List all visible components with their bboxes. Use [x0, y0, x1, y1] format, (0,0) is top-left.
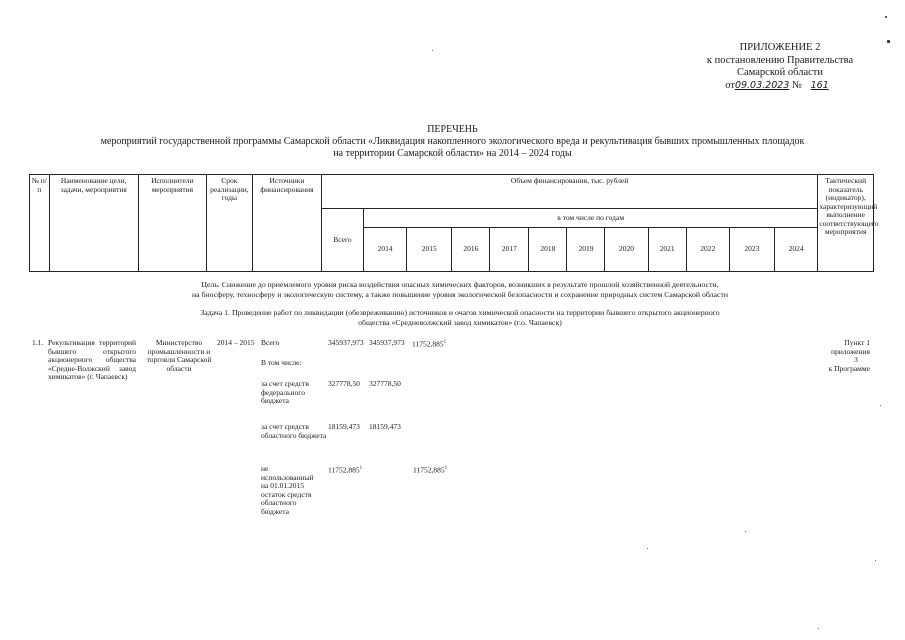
row-term: 2014 – 2015	[217, 338, 255, 347]
indicator-line4: к Программе	[828, 363, 870, 373]
col-num: № п/п	[30, 175, 50, 272]
goal-text	[60, 280, 860, 299]
col-year-2018: 2018	[529, 228, 567, 272]
task-line1: Задача 1. Проведение работ по ликвидации (обезвреживанию) источников и очагов химической опасности на территории бывшего открытого акционерного	[200, 308, 720, 317]
date-value: 09.03.2023	[734, 79, 790, 91]
scan-speck	[745, 531, 746, 532]
scan-speck	[432, 50, 433, 51]
row-executor: Министерство промышленности и торговли Самарской области	[146, 338, 212, 373]
title-line2: на территории Самарской области» на 2014 – 2024 годы	[333, 148, 572, 159]
col-total: Всего	[321, 209, 363, 272]
indicator-line3: 3	[854, 355, 858, 365]
value-unused-total-text: 11752,885	[328, 465, 360, 475]
scan-speck	[818, 628, 819, 629]
col-year-2024: 2024	[775, 228, 818, 272]
scan-speck	[880, 405, 881, 406]
footnote-mark: 1	[359, 466, 363, 471]
title-line1: мероприятий государственной программы Самарской области «Ликвидация накопленного экологического вреда и рекультивация бывших промышленных площадок	[100, 136, 805, 147]
col-sources: Источники финансирования	[253, 175, 322, 272]
col-year-2016: 2016	[452, 228, 490, 272]
task-text	[60, 308, 860, 327]
value-2014: 345937,973	[369, 338, 405, 347]
col-year-2021: 2021	[648, 228, 686, 272]
source-including: В том числе:	[261, 358, 302, 367]
scan-speck	[887, 40, 890, 43]
value-unused-2015-text: 11752,885	[413, 465, 445, 475]
footnote-mark: 1	[444, 466, 448, 471]
col-name: Наименование цели, задачи, мероприятия	[49, 175, 138, 272]
goal-line2: на биосферу, техносферу и экологическую систему, а также повышение уровня экологической безопасности и сохранение природных систем Самарской области	[191, 289, 729, 299]
header-table	[29, 174, 879, 272]
indicator-line1: Пункт 1	[844, 338, 870, 347]
num-value: 161	[810, 79, 829, 91]
value-federal-total: 327778,50	[328, 379, 360, 388]
col-year-2023: 2023	[729, 228, 774, 272]
goal-line1: Цель. Снижение до приемлемого уровня риска воздействия опасных химических факторов, возникших в результате прошлой хозяйственной деятельности,	[201, 280, 719, 289]
appendix-line3: Самарской области	[737, 67, 823, 78]
value-2015	[412, 339, 446, 349]
task-line2: общества «Средневолжский завод химикатов» (г.о. Чапаевск)	[358, 317, 562, 327]
col-year-2020: 2020	[605, 228, 648, 272]
value-regional-total: 18159,473	[328, 422, 360, 431]
scan-speck	[885, 16, 887, 18]
col-year-2014: 2014	[363, 228, 406, 272]
value-total: 345937,973	[328, 338, 364, 347]
source-federal: за счет средств федерального бюджета	[261, 379, 309, 406]
appendix-line1: ПРИЛОЖЕНИЕ 2	[739, 42, 821, 53]
appendix-date-line	[700, 80, 860, 93]
source-regional: за счет средств областного бюджета	[261, 422, 327, 440]
num-prefix: №	[791, 79, 802, 91]
scan-speck	[875, 560, 876, 561]
col-term: Срок реализации, годы	[206, 175, 252, 272]
appendix-line2: к постановлению Правительства	[706, 54, 854, 66]
row-name: Рекультивация территорий бывшего открытого акционерного общества «Средне-Волжский завод химикатов» (г. Чапаевск)	[48, 338, 136, 382]
value-federal-2014: 327778,50	[369, 379, 401, 388]
row-num: 1.1.	[32, 338, 44, 347]
col-year-2017: 2017	[490, 228, 529, 272]
col-executors: Исполнители мероприятия	[138, 175, 206, 272]
col-year-2019: 2019	[567, 228, 605, 272]
scan-speck	[647, 548, 648, 549]
row-indicator	[818, 339, 870, 373]
value-unused-2015	[413, 465, 447, 475]
col-year-2015: 2015	[407, 228, 452, 272]
col-volume: Объем финансирования, тыс. рублей	[321, 175, 817, 209]
col-indicator: Тактический показатель (индикатор), характеризующий выполнение соответствующего мероприятия	[818, 175, 874, 272]
value-unused-total	[328, 465, 362, 475]
indicator-line2: приложения	[831, 346, 870, 356]
col-by-years: в том числе по годам	[363, 209, 817, 228]
date-prefix: от	[725, 79, 735, 91]
title-heading: ПЕРЕЧЕНЬ	[427, 124, 478, 135]
value-2015-text: 11752,885	[412, 339, 444, 349]
document-title	[0, 124, 905, 160]
value-regional-2014: 18159,473	[369, 422, 401, 431]
appendix-block	[700, 42, 860, 92]
col-year-2022: 2022	[686, 228, 729, 272]
footnote-mark: 1	[443, 340, 447, 345]
source-total: Всего	[261, 338, 280, 347]
source-unused-balance: не использованный на 01.01.2015 остаток средств областного бюджета	[261, 464, 314, 516]
